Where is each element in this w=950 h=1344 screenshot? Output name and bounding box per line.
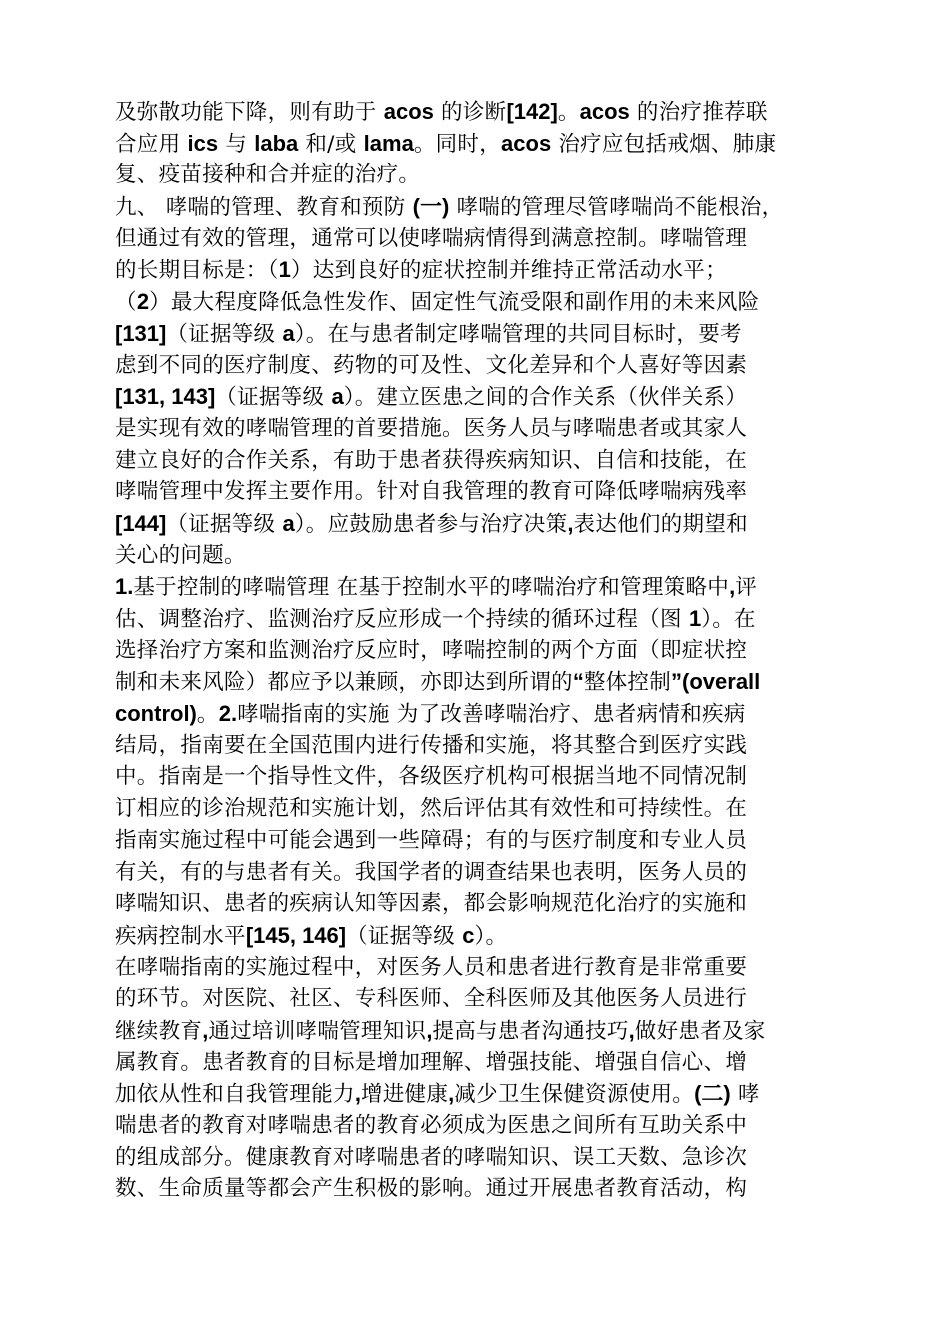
text-line — [115, 920, 850, 952]
text-line — [115, 825, 850, 857]
text-run: 指南实施过程中可能会遇到一些障碍；有的与医疗制度和专业人员 — [115, 827, 748, 853]
text-run: 整体控制 — [583, 670, 672, 696]
text-run: 继续教育 — [115, 1018, 203, 1044]
text-run: 提高与患者沟通技巧 — [432, 1018, 629, 1044]
text-run: （证据等级 — [166, 511, 283, 537]
text-run: 基于控制的哮喘管理 在基于控制水平的哮喘治疗和管理策略中 — [133, 575, 730, 601]
text-line — [115, 159, 850, 191]
text-run: 治疗应包括戒烟、肺康 — [551, 131, 777, 157]
text-run: 。 — [557, 100, 580, 125]
text-run: 但通过有效的管理，通常可以使哮喘病情得到满意控制。哮喘管理 — [115, 225, 748, 251]
text-run: 哮 — [730, 1082, 760, 1108]
text-line — [115, 857, 850, 889]
text-line — [115, 793, 850, 825]
text-line — [115, 128, 850, 160]
text-run: ）。在与患者制定哮喘管理的共同目标时，要考 — [294, 321, 742, 347]
text-run: 和/或 — [298, 131, 364, 157]
text-run: 1 — [688, 606, 702, 631]
text-run: （证据等级 — [215, 385, 332, 411]
text-line — [115, 666, 850, 698]
text-run: 的长期目标是：（ — [115, 258, 279, 284]
text-run: 哮喘管理中发挥主要作用。针对自我管理的教育可降低哮喘病残率 — [115, 479, 748, 505]
text-run: 的治疗推荐联 — [629, 100, 768, 125]
text-run: a — [331, 384, 344, 410]
text-line — [115, 1173, 850, 1205]
text-run: ics — [187, 130, 219, 156]
text-run: [144] — [115, 510, 167, 536]
text-run: 2 — [136, 289, 150, 315]
text-run: 制和未来风险）都应予以兼顾，亦即达到所谓的 — [115, 670, 573, 696]
text-run: 哮喘的管理尽管哮喘尚不能根治， — [449, 195, 784, 221]
text-line — [115, 191, 850, 223]
text-run: ”(overall — [671, 669, 761, 695]
text-line — [115, 1110, 850, 1142]
text-run: ）。 — [474, 923, 508, 949]
text-run: lama — [363, 130, 414, 156]
document-body — [115, 96, 850, 1205]
text-run: , — [426, 1017, 433, 1043]
text-line — [115, 603, 850, 635]
text-run: control) — [115, 701, 197, 727]
text-run: [131] — [115, 320, 167, 346]
text-run: , — [354, 1081, 361, 1107]
text-line — [115, 381, 850, 413]
text-run: 疾病控制水平 — [115, 923, 246, 949]
text-line — [115, 96, 850, 128]
text-run: , — [202, 1017, 209, 1043]
text-line — [115, 476, 850, 508]
text-line — [115, 952, 850, 984]
text-run: acos — [579, 99, 630, 124]
text-line — [115, 698, 850, 730]
text-run: ）。建立医患之间的合作关系（伙伴关系） — [343, 385, 748, 411]
text-run: [142] — [506, 99, 558, 124]
text-run: , — [628, 1017, 635, 1043]
text-run: 哮喘知识、患者的疾病认知等因素，都会影响规范化治疗的实施和 — [115, 891, 748, 917]
text-run: , — [448, 1081, 455, 1107]
text-run: 增进健康 — [360, 1082, 449, 1108]
text-line — [115, 445, 850, 477]
text-run: 通过培训哮喘管理知识 — [208, 1018, 427, 1044]
text-run: 1 — [278, 257, 291, 283]
text-run: ）最大程度降低急性发作、固定性气流受限和副作用的未来风险 — [149, 290, 760, 316]
text-run: 加依从性和自我管理能力 — [115, 1082, 355, 1108]
text-run: acos — [501, 130, 552, 156]
text-line — [115, 540, 850, 572]
text-run: 估、调整治疗、监测治疗反应形成一个持续的循环过程（图 — [115, 607, 689, 632]
text-run: a — [282, 510, 295, 536]
text-run: 数、生命质量等都会产生积极的影响。通过开展患者教育活动，构 — [115, 1176, 748, 1202]
text-run: 有关，有的与患者有关。我国学者的调查结果也表明，医务人员的 — [115, 859, 748, 885]
text-run: 及弥散功能下降，则有助于 — [115, 100, 384, 125]
text-run: 在哮喘指南的实施过程中，对医务人员和患者进行教育是非常重要 — [115, 954, 748, 980]
text-run: 关心的问题。 — [115, 542, 246, 568]
text-run: 订相应的诊治规范和实施计划，然后评估其有效性和可持续性。在 — [115, 796, 748, 822]
text-run: 1. — [115, 574, 134, 600]
text-line — [115, 223, 850, 255]
text-run: 选择治疗方案和监测治疗反应时，哮喘控制的两个方面（即症状控 — [115, 637, 748, 663]
text-run: 的环节。对医院、社区、专科医师、全科医师及其他医务人员进行 — [115, 986, 748, 1012]
text-run: 的诊断 — [433, 100, 507, 125]
text-run: (一) — [412, 194, 450, 220]
text-run: 的组成部分。健康教育对哮喘患者的哮喘知识、误工天数、急诊次 — [115, 1144, 748, 1170]
text-run: [131, 143] — [115, 384, 216, 410]
text-run: 合应用 — [115, 131, 188, 157]
text-run: ）。应鼓励患者参与治疗决策 — [294, 511, 568, 537]
text-run: 与 — [218, 131, 255, 157]
text-run: 属教育。患者教育的目标是增加理解、增强技能、增强自信心、增 — [115, 1049, 748, 1075]
text-run: acos — [383, 99, 434, 124]
text-run: ）达到良好的症状控制并维持正常活动水平； — [290, 258, 727, 284]
text-run: 结局，指南要在全国范围内进行传播和实施，将其整合到医疗实践 — [115, 732, 748, 758]
text-run: （证据等级 — [166, 321, 283, 347]
text-run: a — [282, 320, 295, 346]
text-line — [115, 350, 850, 382]
text-run: 复、疫苗接种和合并症的治疗。 — [115, 162, 421, 188]
text-run: 是实现有效的哮喘管理的首要措施。医务人员与哮喘患者或其家人 — [115, 415, 748, 441]
text-run: 减少卫生保健资源使用。 — [454, 1082, 695, 1108]
text-line — [115, 508, 850, 540]
text-line — [115, 983, 850, 1015]
text-run: 哮喘指南的实施 为了改善哮喘治疗、患者病情和疾病 — [237, 702, 746, 728]
text-line — [115, 1142, 850, 1174]
text-line — [115, 413, 850, 445]
text-run: c — [462, 922, 475, 948]
text-run: （证据等级 — [346, 923, 463, 949]
text-run: , — [729, 574, 736, 600]
text-run: 。同时， — [413, 131, 502, 157]
text-run: (二) — [694, 1081, 731, 1107]
text-line — [115, 254, 850, 286]
text-line — [115, 635, 850, 667]
text-line — [115, 571, 850, 603]
text-run: 虑到不同的医疗制度、药物的可及性、文化差异和个人喜好等因素 — [115, 352, 748, 378]
text-run: 建立良好的合作关系，有助于患者获得疾病知识、自信和技能，在 — [115, 447, 748, 473]
text-run: , — [567, 510, 574, 536]
text-run: 中。指南是一个指导性文件，各级医疗机构可根据当地不同情况制 — [115, 764, 748, 790]
text-run: 表达他们的期望和 — [573, 511, 748, 537]
text-run: 做好患者及家 — [634, 1018, 766, 1044]
text-run: ）。在 — [701, 607, 756, 632]
text-line — [115, 1078, 850, 1110]
text-run: 评 — [735, 575, 758, 601]
text-line — [115, 1047, 850, 1079]
text-run: 2. — [218, 701, 238, 727]
text-run: 九、 哮喘的管理、教育和预防 — [115, 195, 413, 221]
text-line — [115, 730, 850, 762]
text-line — [115, 761, 850, 793]
text-run: （ — [115, 290, 137, 316]
text-line — [115, 1015, 850, 1047]
text-run: “ — [572, 669, 584, 695]
text-line — [115, 286, 850, 318]
text-run: 。 — [196, 702, 219, 728]
text-run: laba — [254, 130, 299, 156]
text-run: [145, 146] — [245, 922, 347, 948]
text-run: 喘患者的教育对哮喘患者的教育必须成为医患之间所有互助关系中 — [115, 1113, 748, 1138]
text-line — [115, 888, 850, 920]
text-line — [115, 318, 850, 350]
